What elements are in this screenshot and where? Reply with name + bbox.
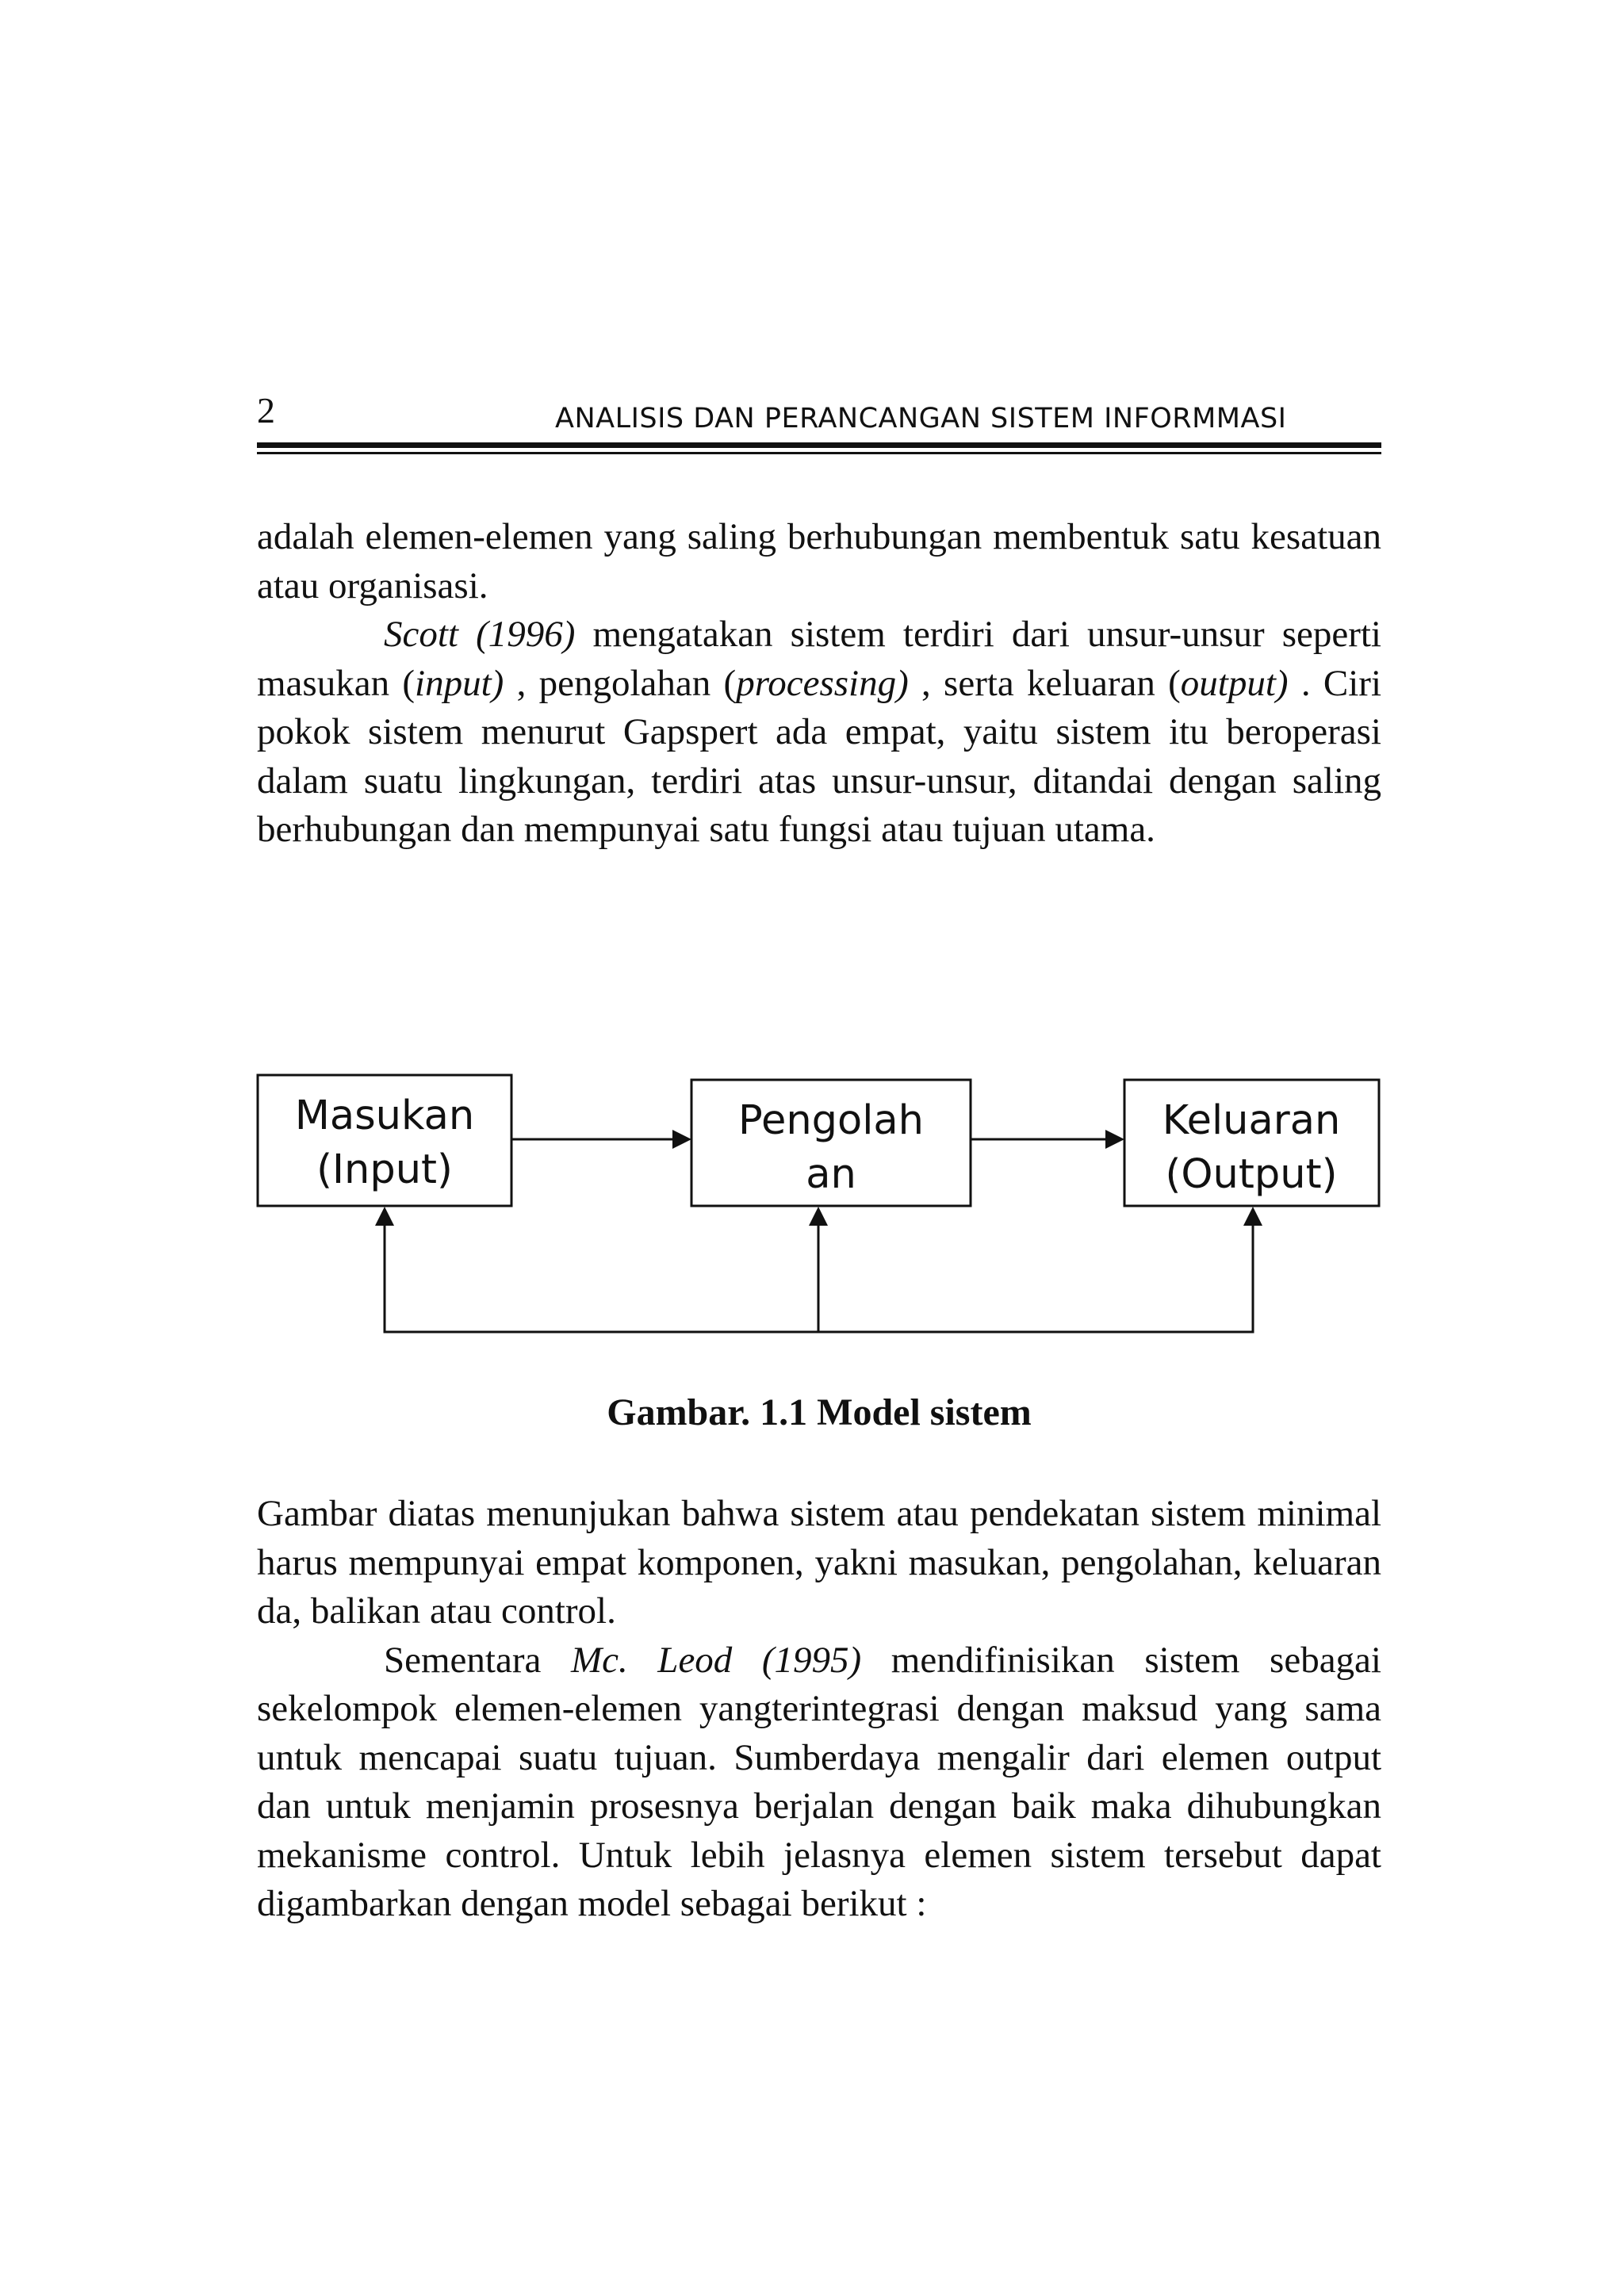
processing-term: processing) xyxy=(736,662,909,704)
output-box-label-line2: (Output) xyxy=(1165,1151,1338,1198)
input-term: input) xyxy=(415,662,504,704)
processing-box-label-line1: Pengolah xyxy=(738,1097,924,1144)
paragraph-1: adalah elemen-elemen yang saling berhubungan membentuk satu kesatuan atau organisasi. xyxy=(257,516,1381,607)
text-block-bottom xyxy=(257,1490,1381,1929)
mcleod-reference: Mc. Leod (1995) xyxy=(570,1639,862,1681)
paragraph-2-text-a: mengatakan sistem terdiri dari unsur-unsur seperti masukan ( xyxy=(257,614,1381,704)
paragraph-2-text-b: , pengolahan ( xyxy=(504,662,737,704)
input-box-label-line2: (Input) xyxy=(316,1146,453,1193)
paragraph-4 xyxy=(257,1636,1381,1929)
paragraph-4-text-a: Sementara xyxy=(384,1639,571,1681)
page-number: 2 xyxy=(257,390,275,430)
feedback-arrowhead-processing xyxy=(809,1207,828,1226)
running-title: ANALISIS DAN PERANCANGAN SISTEM INFORMMASI xyxy=(555,403,1287,434)
processing-box-label-line2: an xyxy=(806,1151,856,1198)
feedback-arrowhead-output xyxy=(1243,1207,1262,1226)
output-box-label-line1: Keluaran xyxy=(1162,1097,1341,1144)
output-term: output) xyxy=(1180,662,1289,704)
input-box-label-line1: Masukan xyxy=(294,1093,475,1139)
figure-caption: Gambar. 1.1 Model sistem xyxy=(607,1391,1032,1433)
arrowhead-input-to-processing xyxy=(672,1130,691,1149)
feedback-arrowhead-input xyxy=(375,1207,394,1226)
paragraph-2-text-d: . Ciri pokok sistem menurut Gapspert ada empat, yaitu sistem itu beroperasi dalam suatu lingkungan, terdiri atas unsur-unsur, ditandai dengan saling berhubungan dan mempunyai satu fungsi atau tujuan utama. xyxy=(257,662,1382,850)
paragraph-4-text-b: mendifinisikan sistem sebagai sekelompok elemen-elemen yangterintegrasi dengan maksud yang sama untuk mencapai suatu tujuan. Sumberdaya mengalir dari elemen output dan untuk menjamin prosesnya berjalan dengan baik maka dihubungkan mekanisme control. Untuk lebih jelasnya elemen sistem tersebut dapat digambarkan dengan model sebagai berikut : xyxy=(257,1639,1381,1924)
paragraph-2-text-c: , serta keluaran ( xyxy=(908,662,1181,704)
arrowhead-processing-to-output xyxy=(1105,1130,1124,1149)
scott-reference: Scott (1996) xyxy=(384,614,576,655)
paragraph-3: Gambar diatas menunjukan bahwa sistem atau pendekatan sistem minimal harus mempunyai empat komponen, yakni masukan, pengolahan, keluaran da, balikan atau control. xyxy=(257,1493,1381,1632)
